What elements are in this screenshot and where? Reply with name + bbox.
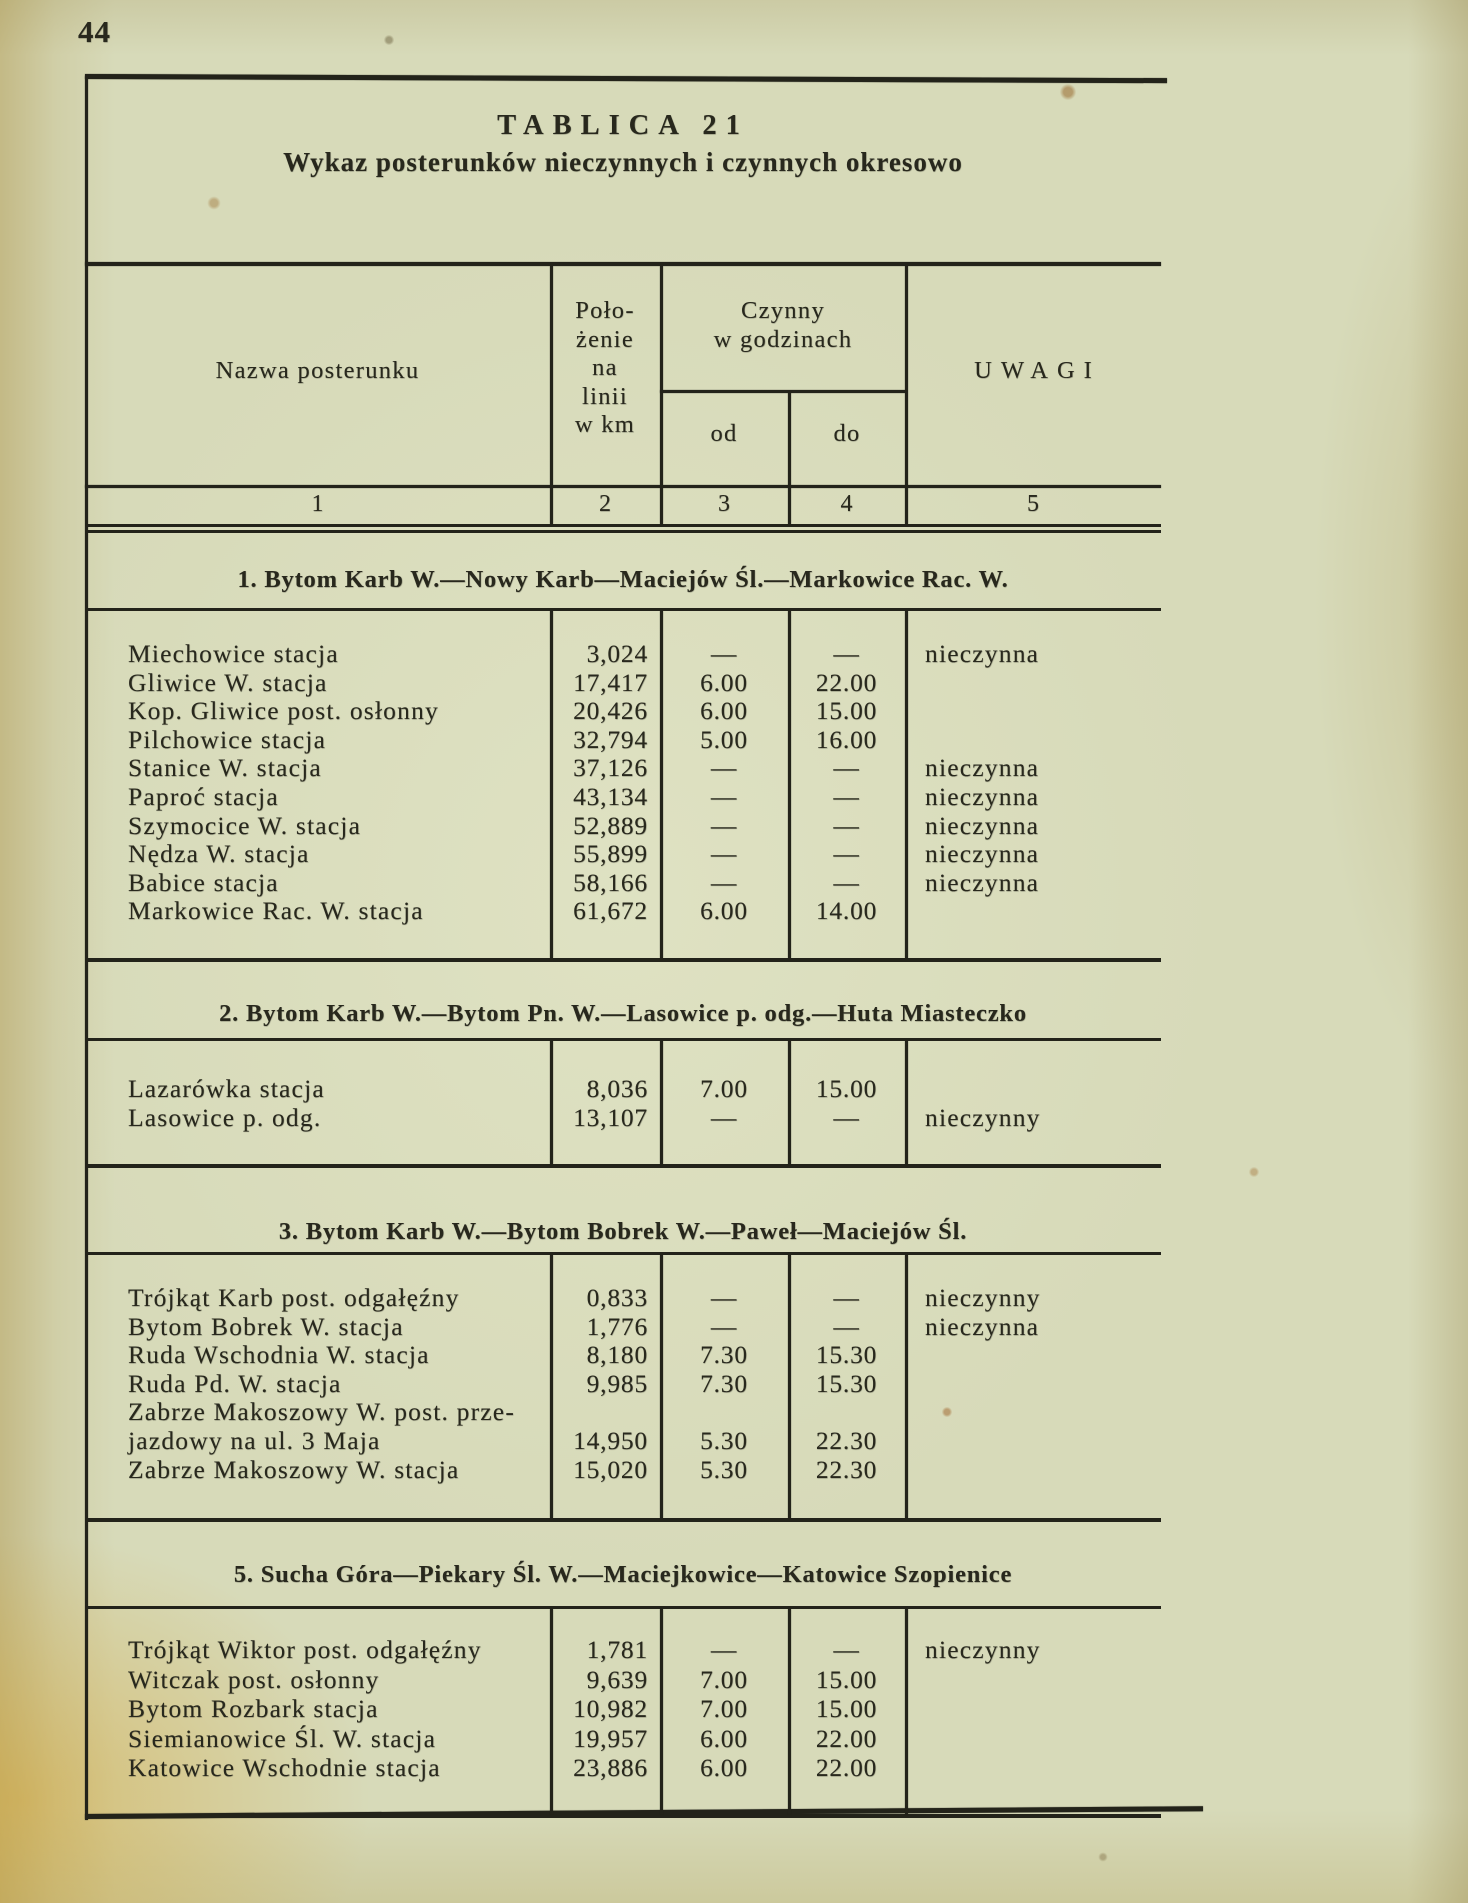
cell-km: 8,180 [586,1340,648,1370]
section-rows [85,1041,1161,1132]
cell-do: — [833,867,860,897]
table-row [85,726,1161,755]
table-row [85,1753,1161,1783]
cell-uwagi [905,1694,1161,1724]
cell-km: 17,417 [573,667,648,697]
cell-od: 6.00 [700,1723,748,1753]
table-row [85,1370,1161,1399]
cell-km: 13,107 [573,1102,648,1132]
cell-do: — [833,1283,860,1312]
cell-uwagi [905,1398,1161,1427]
cell-do: — [833,639,860,668]
section-rows [85,611,1161,926]
cell-do: 15.30 [815,1368,878,1398]
cell-uwagi: nieczynna [925,839,1040,869]
cell-name: Zabrze Makoszowy W. stacja [128,1454,460,1484]
cell-od: 7.00 [700,1664,748,1694]
cell-name: Witczak post. osłonny [128,1664,380,1694]
column-numbers-rule [85,485,1161,488]
cell-name: Bytom Bobrek W. stacja [128,1311,404,1341]
cell-od: 6.00 [700,896,748,926]
cell-km: 61,672 [573,896,648,926]
table-row [85,1724,1161,1754]
section-heading: 1. Bytom Karb W.—Nowy Karb—Maciejów Śl.—Markowice Rac. W. [237,566,1009,593]
cell-od: — [710,867,738,897]
cell-name: Miechowice stacja [128,639,339,668]
cell-do: — [833,839,860,869]
column-number: 3 [718,491,730,517]
cell-uwagi [905,697,1161,726]
column-header-active-hours [660,297,906,354]
cell-od: — [710,639,738,668]
cell-od: 7.00 [700,1694,748,1723]
section-block [85,1038,1161,1168]
cell-od: — [710,1102,738,1132]
cell-uwagi [905,1427,1161,1456]
table-row [85,640,1161,669]
cell-od: 5.30 [700,1425,748,1455]
header-bottom-double-rule [85,524,1161,533]
table-row [85,697,1161,726]
column-header-do: do [833,420,861,447]
table-row [85,669,1161,698]
column-header-name: Nazwa posterunku [215,357,420,384]
cell-do: — [833,810,860,840]
cell-do [788,1398,905,1427]
cell-od: 7.00 [700,1074,748,1103]
cell-name: Ruda Wschodnia W. stacja [128,1340,430,1370]
cell-name: jazdowy na ul. 3 Maja [128,1425,381,1455]
header-line: w godzinach [713,325,853,353]
column-number: 5 [1027,491,1039,517]
cell-do: 22.00 [815,1723,878,1753]
table-row [85,1456,1161,1485]
cell-km: 1,776 [586,1311,648,1341]
cell-name: Katowice Wschodnie stacja [128,1753,441,1782]
section-block [85,1252,1161,1522]
column-number: 1 [311,491,324,517]
cell-od: 6.00 [700,667,748,697]
cell-name: Gliwice W. stacja [128,667,328,697]
cell-km: 14,950 [573,1425,648,1455]
section-rows [85,1609,1161,1783]
section-block [85,608,1161,962]
cell-km: 15,020 [573,1454,648,1484]
cell-km: 43,134 [573,781,648,811]
cell-do: 15.00 [815,1694,878,1723]
cell-name: Szymocice W. stacja [128,810,362,840]
cell-od: 5.30 [700,1454,748,1484]
header-line: w km [574,411,636,439]
cell-uwagi [905,1341,1161,1370]
cell-name: Stanice W. stacja [128,753,322,783]
cell-name: Trójkąt Karb post. odgałęźny [128,1283,460,1312]
page-number: 44 [78,14,111,49]
column-number: 2 [599,491,611,517]
cell-do: — [833,1635,860,1664]
header-line: na [592,354,618,382]
cell-name: Kop. Gliwice post. osłonny [128,696,439,726]
section-block [85,1606,1161,1818]
header-top-rule [85,262,1161,266]
table-top-border [85,74,1167,83]
table-row [85,869,1161,898]
section-heading: 2. Bytom Karb W.—Bytom Pn. W.—Lasowice p. odg.—Huta Miasteczko [219,1000,1027,1027]
table-row [85,897,1161,926]
cell-uwagi [905,726,1161,755]
cell-do: — [833,1311,860,1341]
table-row [85,1284,1161,1313]
table-title: TABLICA 21 [497,110,749,141]
table-row [85,1398,1161,1427]
cell-name: Ruda Pd. W. stacja [128,1368,342,1398]
cell-od: — [710,753,738,783]
cell-name: Siemianowice Śl. W. stacja [128,1723,437,1753]
cell-od: 7.30 [700,1340,748,1370]
cell-od: 6.00 [700,1753,748,1782]
cell-uwagi: nieczynna [925,867,1040,897]
cell-name: Bytom Rozbark stacja [128,1694,379,1723]
cell-km: 8,036 [586,1074,648,1103]
cell-od: 5.00 [700,724,748,754]
column-header-uwagi: UWAGI [974,357,1101,384]
cell-km: 37,126 [573,753,648,783]
active-hours-underline [660,390,906,393]
section-rows [85,1255,1161,1484]
cell-name: Trójkąt Wiktor post. odgałęźny [128,1635,482,1664]
cell-name: Lazarówka stacja [128,1074,325,1103]
cell-uwagi [905,1724,1161,1754]
cell-do: 15.00 [815,1664,878,1694]
column-number: 4 [840,491,853,517]
cell-od: — [710,810,738,840]
cell-do: 22.00 [815,667,878,697]
cell-uwagi: nieczynna [925,1311,1040,1341]
cell-od [660,1398,788,1427]
table-row [85,783,1161,812]
table-row [85,1075,1161,1104]
section-heading: 3. Bytom Karb W.—Bytom Bobrek W.—Paweł—Maciejów Śl. [278,1218,968,1245]
table-subtitle: Wykaz posterunków nieczynnych i czynnych okresowo [283,147,963,177]
column-numbers-row [85,491,1161,518]
header-line: Czynny [740,297,825,324]
column-header-od: od [710,420,738,447]
cell-name: Paproć stacja [128,781,279,811]
cell-km: 58,166 [573,867,648,897]
cell-km: 19,957 [573,1723,648,1753]
cell-od: — [710,1635,738,1664]
table-row [85,812,1161,841]
cell-km: 9,985 [586,1368,648,1398]
cell-do: 16.00 [815,724,878,754]
cell-do: 22.30 [815,1454,878,1484]
cell-do: — [833,781,860,811]
table-row [85,1427,1161,1456]
cell-km: 3,024 [586,639,648,668]
cell-do: 15.30 [815,1340,878,1370]
cell-km: 55,899 [573,839,648,869]
cell-od: 7.30 [700,1368,748,1398]
cell-uwagi [905,1456,1161,1485]
cell-od: — [710,1311,738,1341]
cell-od: — [710,1283,738,1312]
cell-name: Nędza W. stacja [128,839,310,869]
table-row [85,1104,1161,1133]
cell-do: — [833,753,860,783]
cell-od: 6.00 [700,696,748,726]
cell-name: Lasowice p. odg. [128,1102,322,1132]
cell-name: Pilchowice stacja [128,724,327,754]
section-heading: 5. Sucha Góra—Piekary Śl. W.—Maciejkowice—Katowice Szopienice [233,1561,1013,1588]
cell-km: 9,639 [586,1664,648,1694]
cell-name: Zabrze Makoszowy W. post. prze- [128,1397,516,1427]
cell-km: 0,833 [586,1283,648,1312]
header-line: Poło- [575,297,635,324]
cell-name: Markowice Rac. W. stacja [128,896,424,926]
cell-od: — [710,781,738,811]
cell-uwagi: nieczynny [925,1102,1041,1132]
cell-do: — [833,1102,860,1132]
cell-uwagi: nieczynna [925,781,1040,811]
cell-name: Babice stacja [128,867,279,897]
cell-km: 32,794 [573,724,648,754]
cell-uwagi: nieczynny [925,1283,1041,1312]
cell-uwagi [905,1075,1161,1104]
cell-do: 22.30 [815,1425,878,1455]
cell-km: 1,781 [586,1635,648,1664]
cell-km: 52,889 [573,810,648,840]
column-header-position-km [550,297,660,440]
cell-uwagi [905,1370,1161,1399]
cell-do: 22.00 [815,1753,878,1782]
cell-uwagi: nieczynna [925,753,1040,783]
header-line: żenie [575,325,635,353]
cell-km [550,1398,660,1427]
cell-do: 15.00 [815,696,878,726]
cell-uwagi: nieczynna [925,810,1040,840]
cell-uwagi [905,897,1161,926]
cell-km: 20,426 [573,696,648,726]
table-row [85,1635,1161,1665]
table-row [85,1665,1161,1695]
header-line: linii [582,382,628,410]
table-row [85,1694,1161,1724]
cell-do: 14.00 [815,896,878,926]
table-row [85,1341,1161,1370]
table-row [85,840,1161,869]
cell-uwagi: nieczynna [925,639,1040,668]
table-row [85,754,1161,783]
cell-km: 10,982 [573,1694,648,1723]
cell-uwagi: nieczynny [925,1635,1041,1664]
cell-uwagi [905,1665,1161,1695]
cell-od: — [710,839,738,869]
cell-km: 23,886 [573,1753,648,1782]
cell-uwagi [905,669,1161,698]
table-row [85,1313,1161,1342]
cell-uwagi [905,1753,1161,1783]
cell-do: 15.00 [815,1074,878,1103]
